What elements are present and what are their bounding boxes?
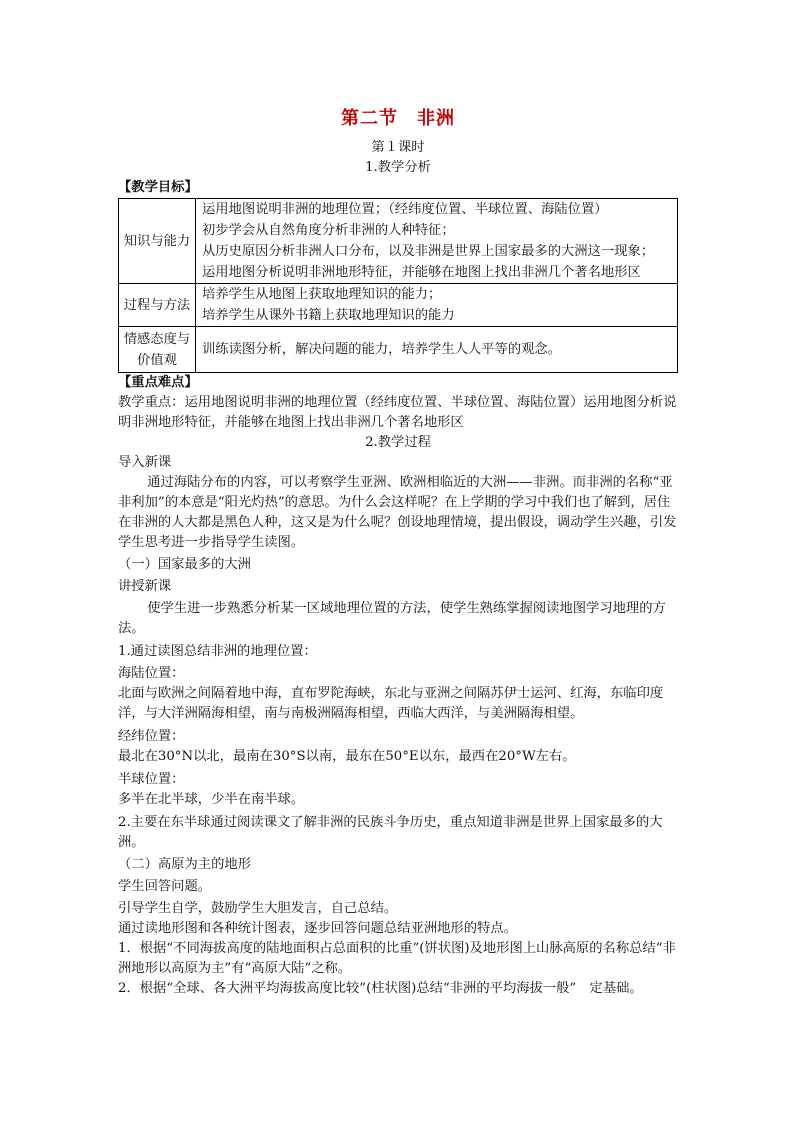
- goals-content-process: [196, 284, 678, 327]
- goal-line: 运用地图分析说明非洲地形特征，并能够在地图上找出非洲几个著名地形区: [202, 265, 641, 280]
- hemisphere-text: 多半在北半球，少半在南半球。: [118, 792, 305, 807]
- goals-label-attitude: 情感态度与价值观: [119, 327, 196, 373]
- document-page: [118, 104, 678, 999]
- item2-text: 2.主要在东半球通过阅读课文了解非洲的民族斗争历史，重点知道非洲是世界上国家最多的大洲。: [118, 815, 663, 850]
- goals-table: [118, 198, 678, 373]
- goal-line: 从历史原因分析非洲人口分布，以及非洲是世界上国家最多的大洲这一现象；: [202, 244, 655, 259]
- lonlat-label: 经纬位置：: [118, 729, 185, 744]
- sea-location-label: 海陆位置：: [118, 666, 185, 681]
- point2-text: 2．根据“全球、各大洲平均海拔高度比较”(柱状图)总结“非洲的平均海拔一般” 定基础。: [118, 981, 643, 996]
- goal-line: 培养学生从地图上获取地理知识的能力；: [202, 287, 442, 302]
- sea-location-text: 北面与欧洲之间隔着地中海，直布罗陀海峡，东北与亚洲之间隔苏伊士运河、红海，东临印度洋，与大洋洲隔海相望，南与南极洲隔海相望，西临大西洋，与美洲隔海相望。: [118, 686, 664, 721]
- goal-line: 运用地图说明非洲的地理位置；（经纬度位置、半球位置、海陆位置）: [202, 202, 608, 217]
- section-heading-analysis: 1.教学分析: [365, 160, 431, 175]
- hemisphere-label: 半球位置：: [118, 772, 185, 787]
- goal-line: 初步学会从自然角度分析非洲的人种特征；: [202, 223, 455, 238]
- goal-line: 训练读图分析，解决问题的能力，培养学生人人平等的观念。: [202, 342, 562, 357]
- guide-text: 引导学生自学，鼓励学生大胆发言，自己总结。: [118, 901, 398, 916]
- goals-row-process: [119, 284, 678, 327]
- lesson-label: 第１课时: [371, 140, 425, 155]
- answer-text: 学生回答问题。: [118, 879, 212, 894]
- page-title: 第二节 非洲: [341, 108, 455, 129]
- goals-label-process: 过程与方法: [119, 284, 196, 327]
- goals-row-knowledge: [119, 199, 678, 284]
- goals-row-attitude: [119, 327, 678, 373]
- read-text: 通过读地形图和各种统计图表，逐步回答问题总结亚洲地形的特点。: [118, 921, 517, 936]
- goals-label-knowledge: 知识与能力: [119, 199, 196, 284]
- teach-paragraph: 使学生进一步熟悉分析某一区域地理位置的方法，使学生熟练掌握阅读地图学习地理的方法。: [118, 601, 666, 636]
- key-heading: 【重点难点】: [118, 375, 198, 390]
- teach-heading: 讲授新课: [118, 579, 172, 594]
- lonlat-text: 最北在30°N以北，最南在30°S以南，最东在50°E以东，最西在20°W左右。: [118, 749, 576, 764]
- goal-line: 培养学生从课外书籍上获取地理知识的能力: [202, 308, 455, 323]
- item1-text: 1.通过读图总结非洲的地理位置：: [118, 644, 317, 659]
- goals-content-knowledge: [196, 199, 678, 284]
- part2-heading: （二）高原为主的地形: [118, 857, 251, 872]
- goals-content-attitude: [196, 327, 678, 373]
- point1-text: 1．根据“不同海拔高度的陆地面积占总面积的比重”(饼状图)及地形图上山脉高原的名称总结“非洲地形以高原为主”有“高原大陆”之称。: [118, 941, 676, 976]
- part1-heading: （一）国家最多的大洲: [118, 557, 251, 572]
- key-points-text: 教学重点：运用地图说明非洲的地理位置（经纬度位置、半球位置、海陆位置）运用地图分析说明非洲地形特征，并能够在地图上找出非洲几个著名地形区: [118, 395, 677, 430]
- section-heading-process: 2.教学过程: [365, 435, 431, 450]
- intro-paragraph: 通过海陆分布的内容，可以考察学生亚洲、欧洲相临近的大洲——非洲。而非洲的名称“亚非利加”的本意是“阳光灼热”的意思。为什么会这样呢？在上学期的学习中我们也了解到，居住在非洲的人大都是黑色人种，这又是为什么呢？创设地理情境，提出假设，调动学生兴趣，引发学生思考进一步指导学生读图。: [118, 475, 677, 550]
- intro-heading: 导入新课: [118, 455, 172, 470]
- goals-heading: 【教学目标】: [118, 180, 198, 195]
